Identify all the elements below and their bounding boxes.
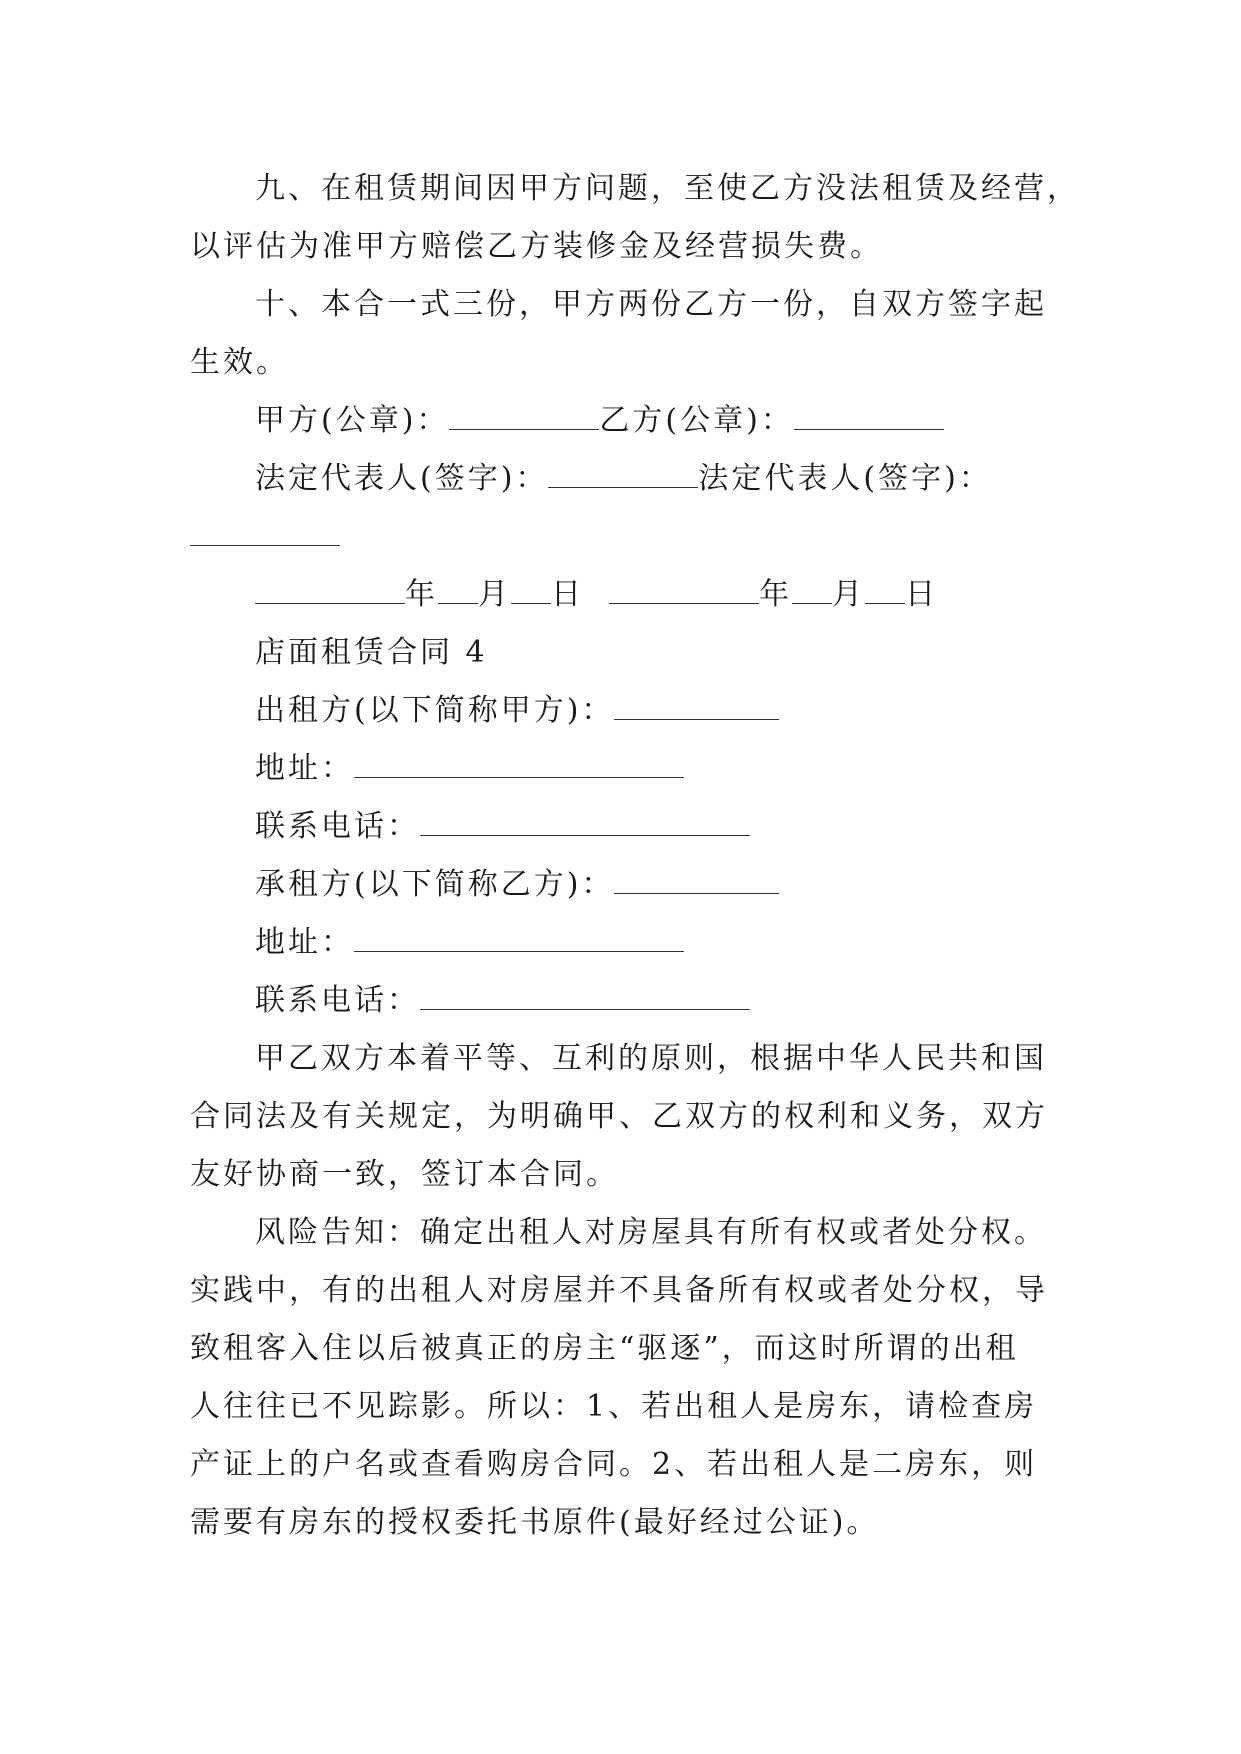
lessor-phone-label: 联系电话： — [255, 809, 420, 844]
lessor-phone-blank[interactable] — [420, 807, 750, 836]
risk-line-1: 风险告知：确定出租人对房屋具有所有权或者处分权。 — [255, 1215, 1047, 1250]
lessee-phone-blank[interactable] — [420, 981, 750, 1010]
party-b-seal-label: 乙方(公章)： — [599, 403, 794, 438]
lessee-address-label: 地址： — [255, 925, 354, 960]
lessor-blank[interactable] — [614, 691, 779, 720]
party-b-day-blank[interactable] — [865, 575, 905, 604]
party-a-seal-label: 甲方(公章)： — [255, 403, 450, 438]
party-b-rep-blank[interactable] — [190, 517, 340, 546]
lessee-label: 承租方(以下简称乙方)： — [255, 867, 615, 902]
lessee-address-line — [190, 914, 1050, 972]
party-b-seal-blank[interactable] — [794, 401, 944, 430]
party-a-day-blank[interactable] — [511, 575, 551, 604]
risk-line-3: 致租客入住以后被真正的房主“驱逐”，而这时所谓的出租 — [190, 1331, 1019, 1366]
party-a-day-label: 日 — [551, 577, 584, 612]
party-b-day-label: 日 — [905, 577, 939, 612]
party-b-rep-label: 法定代表人(签字)： — [698, 461, 992, 496]
legal-rep-overflow-line — [190, 508, 1050, 566]
lessor-line — [190, 682, 1050, 740]
party-a-month-label: 月 — [478, 577, 511, 612]
document-page — [190, 160, 1080, 1552]
date-line — [190, 566, 1050, 624]
intro-line-2: 合同法及有关规定，为明确甲、乙双方的权利和义务，双方 — [190, 1099, 1048, 1134]
clause-10-line-1: 十、本合一式三份，甲方两份乙方一份，自双方签字起 — [255, 287, 1047, 322]
lessor-address-label: 地址： — [255, 751, 354, 786]
party-a-seal-blank[interactable] — [449, 401, 599, 430]
lessor-address-blank[interactable] — [354, 749, 684, 778]
lessor-label: 出租方(以下简称甲方)： — [255, 693, 615, 728]
party-a-year-label: 年 — [405, 577, 438, 612]
party-a-year-blank[interactable] — [255, 575, 405, 604]
clause-9-line-2: 以评估为准甲方赔偿乙方装修金及经营损失费。 — [190, 229, 883, 264]
legal-rep-line — [190, 450, 1050, 508]
lessee-address-blank[interactable] — [354, 923, 684, 952]
party-a-rep-label: 法定代表人(签字)： — [255, 461, 549, 496]
clause-9-line-1: 九、在租赁期间因甲方问题，至使乙方没法租赁及经营， — [255, 171, 1080, 206]
lessee-line — [190, 856, 1050, 914]
lessee-phone-line — [190, 972, 1050, 1030]
intro-line-1: 甲乙双方本着平等、互利的原则，根据中华人民共和国 — [255, 1041, 1047, 1076]
intro-line-3: 友好协商一致，签订本合同。 — [190, 1157, 619, 1192]
party-b-year-label: 年 — [759, 577, 793, 612]
party-b-year-blank[interactable] — [609, 575, 759, 604]
lessor-address-line — [190, 740, 1050, 798]
lessee-phone-label: 联系电话： — [255, 983, 420, 1018]
risk-line-2: 实践中，有的出租人对房屋并不具备所有权或者处分权，导 — [190, 1273, 1048, 1308]
party-a-month-blank[interactable] — [438, 575, 478, 604]
party-b-month-blank[interactable] — [792, 575, 832, 604]
contract-title: 店面租赁合同 4 — [255, 635, 488, 670]
risk-line-5: 产证上的户名或查看购房合同。2、若出租人是二房东，则 — [190, 1447, 1038, 1482]
lessee-blank[interactable] — [614, 865, 779, 894]
clause-10-line-2: 生效。 — [190, 345, 289, 380]
risk-line-4: 人往往已不见踪影。所以：1、若出租人是房东，请检查房 — [190, 1389, 1038, 1424]
lessor-phone-line — [190, 798, 1050, 856]
seal-line — [190, 392, 1050, 450]
party-b-month-label: 月 — [832, 577, 866, 612]
risk-line-6: 需要有房东的授权委托书原件(最好经过公证)。 — [190, 1505, 880, 1540]
party-a-rep-blank[interactable] — [548, 459, 698, 488]
